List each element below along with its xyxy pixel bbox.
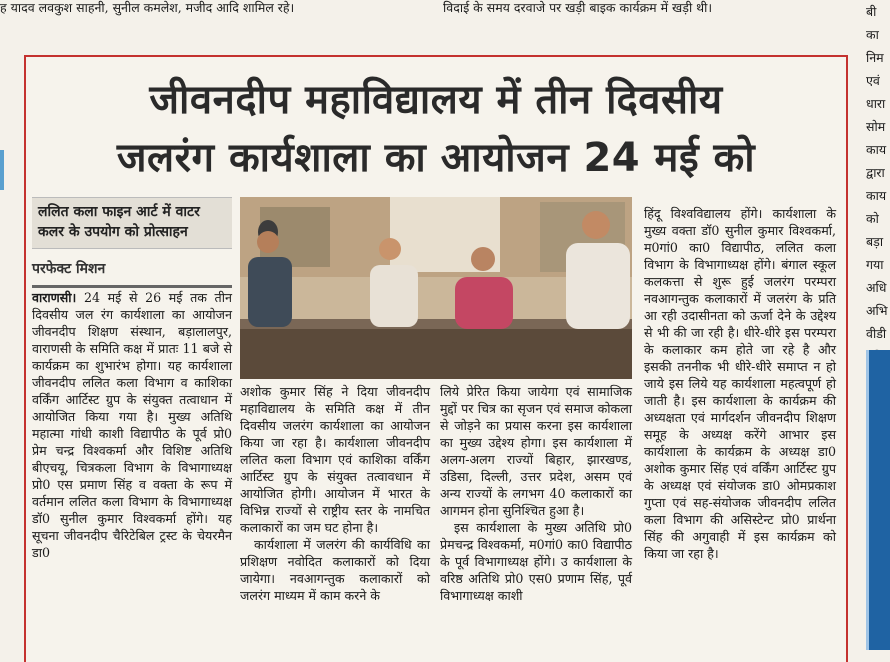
subheadline-box: ललित कला फाइन आर्ट में वाटर कलर के उपयोग को प्रोत्साहन [32,197,232,249]
neighbor-column-line: बी [866,4,877,19]
neighbor-column-line: काय [866,142,887,157]
neighbor-column-line: को [866,211,879,226]
neighbor-column-line: काय [866,188,887,203]
neighbor-column-line: अभि [866,303,888,318]
article-column-4 [644,205,836,660]
headline-line-1: जीवनदीप महाविद्यालय में तीन दिवसीय [149,77,723,123]
neighbor-column-line: वीडी [866,326,887,341]
dateline: वाराणसी। [32,290,77,305]
column-2-paragraph-1: अशोक कुमार सिंह ने दिया जीवनदीप महाविद्यालय के समिति कक्ष में तीन दिवसीय जलरंग कार्यशाला का आयोजन किया जा रहा है। कार्यशाला जीवनदीप ललित कला विभाग एवं काशिका वर्किंग आर्टिस्ट ग्रुप के संयुक्त तत्वावधान में आयोजित होगी। आयोजन में भारत के विभिन्न राज्यों से राष्ट्रीय स्तर के नामचित कलाकारों का जम घट होना है। [240,384,430,535]
article-column-3 [440,383,632,662]
neighbor-column-line: बड़ा [866,234,884,249]
article-photo [240,197,632,379]
column-3-paragraph-2: इस कार्यशाला के मुख्य अतिथि प्रो0 प्रेमचन्द्र विश्वकर्मा, म0गां0 का0 विद्यापीठ के पूर्व विभागाध्यक्ष होंगे। उ कार्यशाला के वरिष्ठ अतिथि प्रो0 एस0 प्रणाम सिंह, पूर्व विभागाध्यक्ष काशी [440,520,632,603]
byline: परफेक्ट मिशन [32,259,232,288]
advertisement-strip [866,350,890,650]
previous-article-text-2: विदाई के समय दरवाजे पर खड़ी बाइक कार्यक्रम में खड़ी थी। [443,0,713,15]
previous-article-text-1: ह यादव लवकुश साहनी, सुनील कमलेश, मजीद आदि शामिल रहे। [0,0,295,15]
article-column-1 [32,289,232,561]
article-frame [24,55,848,662]
headline-line-2: जलरंग कार्यशाला का आयोजन 24 मई को [116,135,756,181]
left-edge-marker [0,150,4,190]
column-1-text: 24 मई से 26 मई तक तीन दिवसीय जल रंग कार्यशाला का आयोजन जीवनदीप शिक्षण संस्थान, बड़ालालपुर, वाराणसी के समिति कक्ष में प्रातः 11 बजे से कार्यक्रम का शुभारंभ होगा। यह कार्यशाला जीवनदीप ललित कला विभाग व काशिका वर्किंग आर्टिस्ट ग्रुप के संयुक्त तत्वाधान में आयोजित किया गया है। मुख्य अतिथि महात्मा गांधी काशी विद्यापीठ के पूर्व प्रो0 प्रेम चन्द्र विश्वकर्मा और विशिष्ट अतिथि बीएचयू, चित्रकला विभाग के विभागाध्यक्ष प्रो0 एस प्रमाण सिंह व वक्ता के रूप में वर्तमान ललित कला विभाग के विभागाध्यक्ष डॉ0 सुनील कुमार विश्वकर्मा होंगे। यह सूचना जीवनदीप चैरिटेबिल ट्रस्ट के चेयरमैन डा0 [32,290,232,560]
column-4-paragraph-1: हिंदू विश्वविद्यालय होंगे। कार्यशाला के मुख्य वक्ता डॉ0 सुनील कुमार विश्वकर्मा, म0गां0 का0 विद्यापीठ, ललित कला विभाग के विभागाध्यक्ष होंगे। बंगाल स्कूल कलकत्ता से शुरू हुई जलरंग परम्परा नवआगन्तुक कलाकारों में जलरंग के प्रति आ रही उदासीनता को ऊर्जा देने के उद्देश्य से भी की जा रही है। धीरे-धीरे इस परम्परा के कलाकार कम होते जा रहे है और इसकी तननीक भी धीरे-धीरे समाप्त न हो जाये इस लिये यह कार्यशाला महत्वपूर्ण हो जाती है। इस कार्यशाला के कार्यक्रम की अध्यक्षता एवं मार्गदर्शन जीवनदीप शिक्षण समूह के अध्यक्ष करेंगे आभार इस कार्यशाला के कार्यक्रम के अध्यक्ष डा0 अशोक कुमार सिंह एवं वर्किंग आर्टिस्ट ग्रुप के अध्यक्ष एवं संयोजक डा0 ओमप्रकाश गुप्ता एवं सह-संयोजक जीवनदीप ललित कला विभाग की असिस्टेन्ट प्रो0 प्रार्थना सिंह की अगुवाही में इस कार्यक्रम को किया जा रहा है। [644,206,836,561]
neighbor-column-line: द्वारा [866,165,885,180]
column-2-paragraph-2: कार्यशाला में जलरंग की कार्यविधि का प्रशिक्षण नवोदित कलाकारों को दिया जायेगा। नवआगन्तुक कलाकारों को जलरंग माध्यम में काम करने के [240,537,430,603]
neighbor-column-line: एवं [866,73,880,88]
neighbor-column-line: धारा [866,96,886,111]
neighbor-column-line: अधि [866,280,887,295]
column-3-paragraph-1: लिये प्रेरित किया जायेगा एवं सामाजिक मुद्दों पर चित्र का सृजन एवं समाज कोकला से जोड़ने का प्रयास करना इस कार्यशाला का मुख्य उद्देश्य होगा। इस कार्यशाला में अलग-अलग राज्यों बिहार, झारखण्ड, उडिसा, दिल्ली, उत्तर प्रदेश, असम एवं अन्य राज्यों के लगभग 40 कलाकारों का आगमन होना सुनिश्चित हुआ है। [440,384,632,518]
neighbor-column-line: सोम [866,119,886,134]
neighbor-column-line: गया [866,257,884,272]
neighbor-column-line: निम [866,50,884,65]
neighbor-column-right [866,0,888,341]
neighbor-column-line: का [866,27,879,42]
article-column-2 [240,383,430,662]
